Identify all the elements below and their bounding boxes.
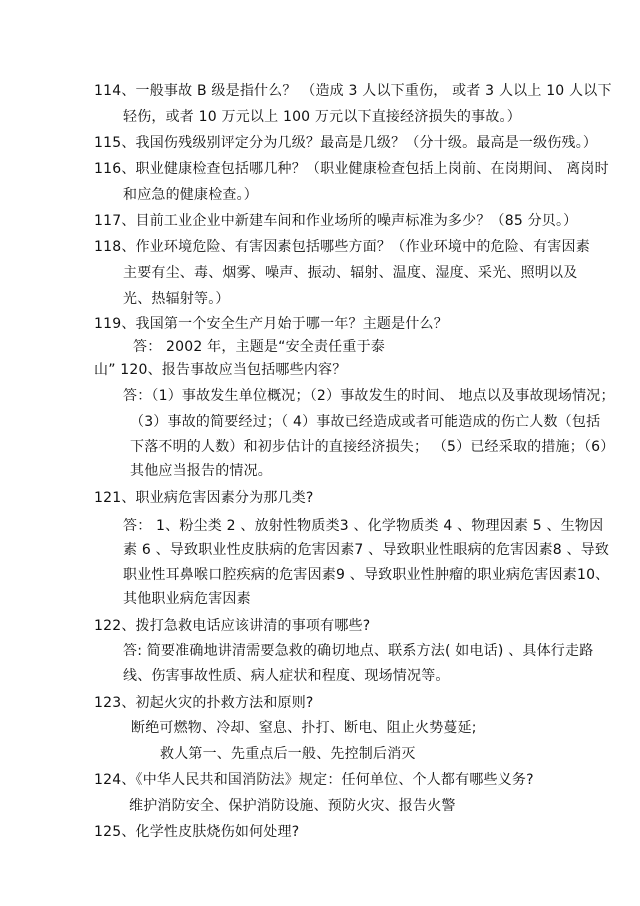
q118-line-2: 主要有尘、毒、烟雾、噪声、振动、辐射、温度、湿度、采光、照明以及 bbox=[123, 265, 578, 281]
q118-line-3: 光、热辐射等。） bbox=[123, 291, 230, 307]
q117-line: 117、目前工业企业中新建车间和作业场所的噪声标准为多少？（85 分贝。） bbox=[94, 213, 578, 229]
q114-line-2: 轻伤，或者 10 万元以上 100 万元以下直接经济损失的事故。） bbox=[123, 109, 521, 125]
q124-line: 124、《中华人民共和国消防法》规定：任何单位、个人都有哪些义务? bbox=[94, 772, 534, 788]
q122-line: 122、拨打急救电话应该讲清的事项有哪些? bbox=[94, 618, 371, 634]
q121-line: 121、职业病危害因素分为那几类? bbox=[94, 490, 314, 506]
q123-answer-line-1: 断绝可燃物、冷却、窒息、扑打、断电、阻止火势蔓延; bbox=[131, 720, 477, 736]
q121-answer-line-4: 其他职业病危害因素 bbox=[123, 591, 251, 607]
q123-line: 123、初起火灾的扑救方法和原则? bbox=[94, 695, 314, 711]
q115-line: 115、我国伤残级别评定分为几级？最高是几级？（分十级。最高是一级伤残。） bbox=[94, 135, 598, 151]
q114-line-1: 114、一般事故 B 级是指什么？ （造成 3 人以下重伤， 或者 3 人以上 10 人以下 bbox=[94, 83, 612, 99]
q120-answer-line-4: 其他应当报告的情况。 bbox=[130, 463, 272, 479]
q118-line-1: 118、作业环境危险、有害因素包括哪些方面？（作业环境中的危险、有害因素 bbox=[94, 239, 590, 255]
q121-answer-line-1: 答： 1、粉尘类 2 、放射性物质类3 、化学物质类 4 、物理因素 5 、生物因 bbox=[123, 518, 604, 534]
q119-answer-line-2: 山” 120、报告事故应当包括哪些内容？ bbox=[94, 362, 347, 378]
q119-line: 119、我国第一个安全生产月始于哪一年？主题是什么？ bbox=[94, 316, 448, 332]
q121-answer-line-3: 职业性耳鼻喉口腔疾病的危害因素9 、导致职业性肿瘤的职业病危害因素10、 bbox=[123, 567, 610, 583]
q125-line: 125、化学性皮肤烧伤如何处理? bbox=[94, 824, 300, 840]
q122-answer-line-1: 答: 简要准确地讲清需要急救的确切地点、联系方法( 如电话) 、具体行走路 bbox=[123, 643, 594, 659]
q124-answer-line: 维护消防安全、保护消防设施、预防火灾、报告火警 bbox=[129, 798, 456, 814]
q120-answer-line-1: 答：（1）事故发生单位概况；（2）事故发生的时间、 地点以及事故现场情况； bbox=[123, 388, 615, 404]
q116-line-2: 和应急的健康检查。） bbox=[123, 187, 258, 203]
q119-answer-line-1: 答： 2002 年，主题是“安全责任重于泰 bbox=[133, 339, 385, 355]
q121-answer-line-2: 素 6 、导致职业性皮肤病的危害因素7 、导致职业性眼病的危害因素8 、导致 bbox=[123, 542, 610, 558]
q116-line-1: 116、职业健康检查包括哪几种？（职业健康检查包括上岗前、在岗期间、 离岗时 bbox=[94, 161, 609, 177]
q122-answer-line-2: 线、伤害事故性质、病人症状和程度、现场情况等。 bbox=[123, 668, 450, 684]
q120-answer-line-2: （3）事故的简要经过；（ 4）事故已经造成或者可能造成的伤亡人数（包括 bbox=[130, 414, 601, 430]
q123-answer-line-2: 救人第一、先重点后一般、先控制后消灭 bbox=[160, 746, 416, 762]
q120-answer-line-3: 下落不明的人数）和初步估计的直接经济损失； （5）已经采取的措施；（6） bbox=[130, 439, 615, 455]
